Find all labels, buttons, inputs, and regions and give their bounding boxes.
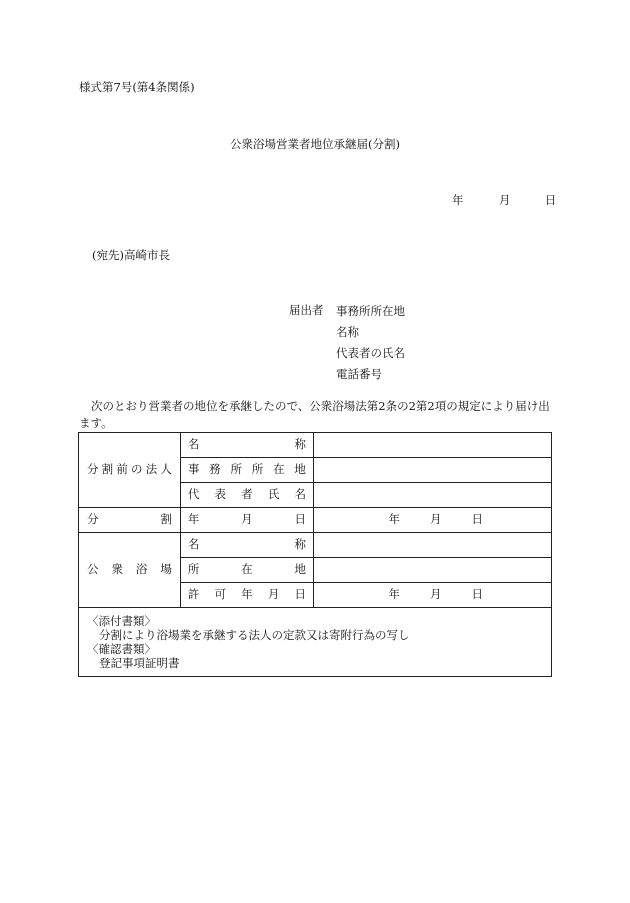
- bathhouse-location-input[interactable]: [313, 558, 551, 583]
- pre-split-name-label-cell: [180, 433, 313, 458]
- applicant-label: 届出者: [289, 303, 324, 317]
- pre-split-office-label: 事 務 所 所 在 地: [187, 462, 306, 477]
- date-day-label: 日: [544, 193, 557, 207]
- pre-split-rep-label-cell: [180, 483, 313, 508]
- bathhouse-location-label: 所 在 地: [187, 562, 306, 577]
- notification-form-table: [78, 432, 552, 677]
- applicant-phone-label: 電話番号: [336, 367, 382, 381]
- attached-docs-item: 分割により浴場業を承継する法人の定款又は寄附行為の写し: [99, 628, 410, 642]
- pre-split-corp-label: 分 割 前 の 法 人: [87, 462, 172, 477]
- permit-date-year: 年: [388, 587, 400, 602]
- submission-date: [452, 194, 556, 208]
- pre-split-name-input[interactable]: [313, 433, 551, 458]
- split-date-day: 日: [471, 512, 483, 527]
- document-title: 公衆浴場営業者地位承継届(分割): [230, 137, 400, 151]
- pre-split-rep-label: 代 表 者 氏 名: [187, 487, 306, 502]
- split-date-input[interactable]: [313, 508, 551, 533]
- split-label: 分 割: [87, 512, 172, 527]
- addressee: (宛先)高崎市長: [92, 248, 170, 262]
- table-row: [79, 533, 552, 558]
- form-number: 様式第7号(第4条関係): [79, 80, 195, 94]
- date-year-label: 年: [452, 193, 464, 207]
- bathhouse-name-label-cell: [180, 533, 313, 558]
- table-row: [79, 433, 552, 458]
- bathhouse-label: 公 衆 浴 場: [87, 562, 172, 577]
- bathhouse-name-input[interactable]: [313, 533, 551, 558]
- split-date-month: 月: [430, 512, 442, 527]
- split-date-year: 年: [388, 512, 400, 527]
- date-month-label: 月: [498, 193, 511, 207]
- bathhouse-location-label-cell: [180, 558, 313, 583]
- bathhouse-name-label: 名 称: [187, 537, 306, 552]
- confirm-docs-item: 登記事項証明書: [99, 656, 180, 670]
- split-date-label: 年 月 日: [187, 512, 306, 527]
- permit-date-day: 日: [471, 587, 483, 602]
- applicant-name-label: 名称: [336, 325, 359, 339]
- attached-docs-heading: 〈添付書類〉: [87, 614, 156, 628]
- applicant-office-address-label: 事務所所在地: [336, 304, 405, 318]
- pre-split-name-label: 名 称: [187, 437, 306, 452]
- pre-split-corp-label-cell: [79, 433, 181, 508]
- pre-split-office-input[interactable]: [313, 458, 551, 483]
- permit-date-label-cell: [180, 583, 313, 608]
- permit-date-month: 月: [430, 587, 442, 602]
- table-row: [79, 508, 552, 533]
- bathhouse-label-cell: [79, 533, 181, 608]
- table-row: [79, 608, 552, 677]
- pre-split-office-label-cell: [180, 458, 313, 483]
- applicant-fields: [336, 304, 405, 388]
- split-date-label-cell: [180, 508, 313, 533]
- statement-text: 次のとおり営業者の地位を承継したので、公衆浴場法第2条の2第2項の規定により届け出ます。: [79, 399, 550, 430]
- confirm-docs-heading: 〈確認書類〉: [87, 642, 156, 656]
- applicant-representative-label: 代表者の氏名: [336, 346, 405, 360]
- notes-cell: [79, 608, 552, 677]
- pre-split-rep-input[interactable]: [313, 483, 551, 508]
- permit-date-label: 許 可 年 月 日: [187, 587, 306, 602]
- split-label-cell: [79, 508, 181, 533]
- permit-date-input[interactable]: [313, 583, 551, 608]
